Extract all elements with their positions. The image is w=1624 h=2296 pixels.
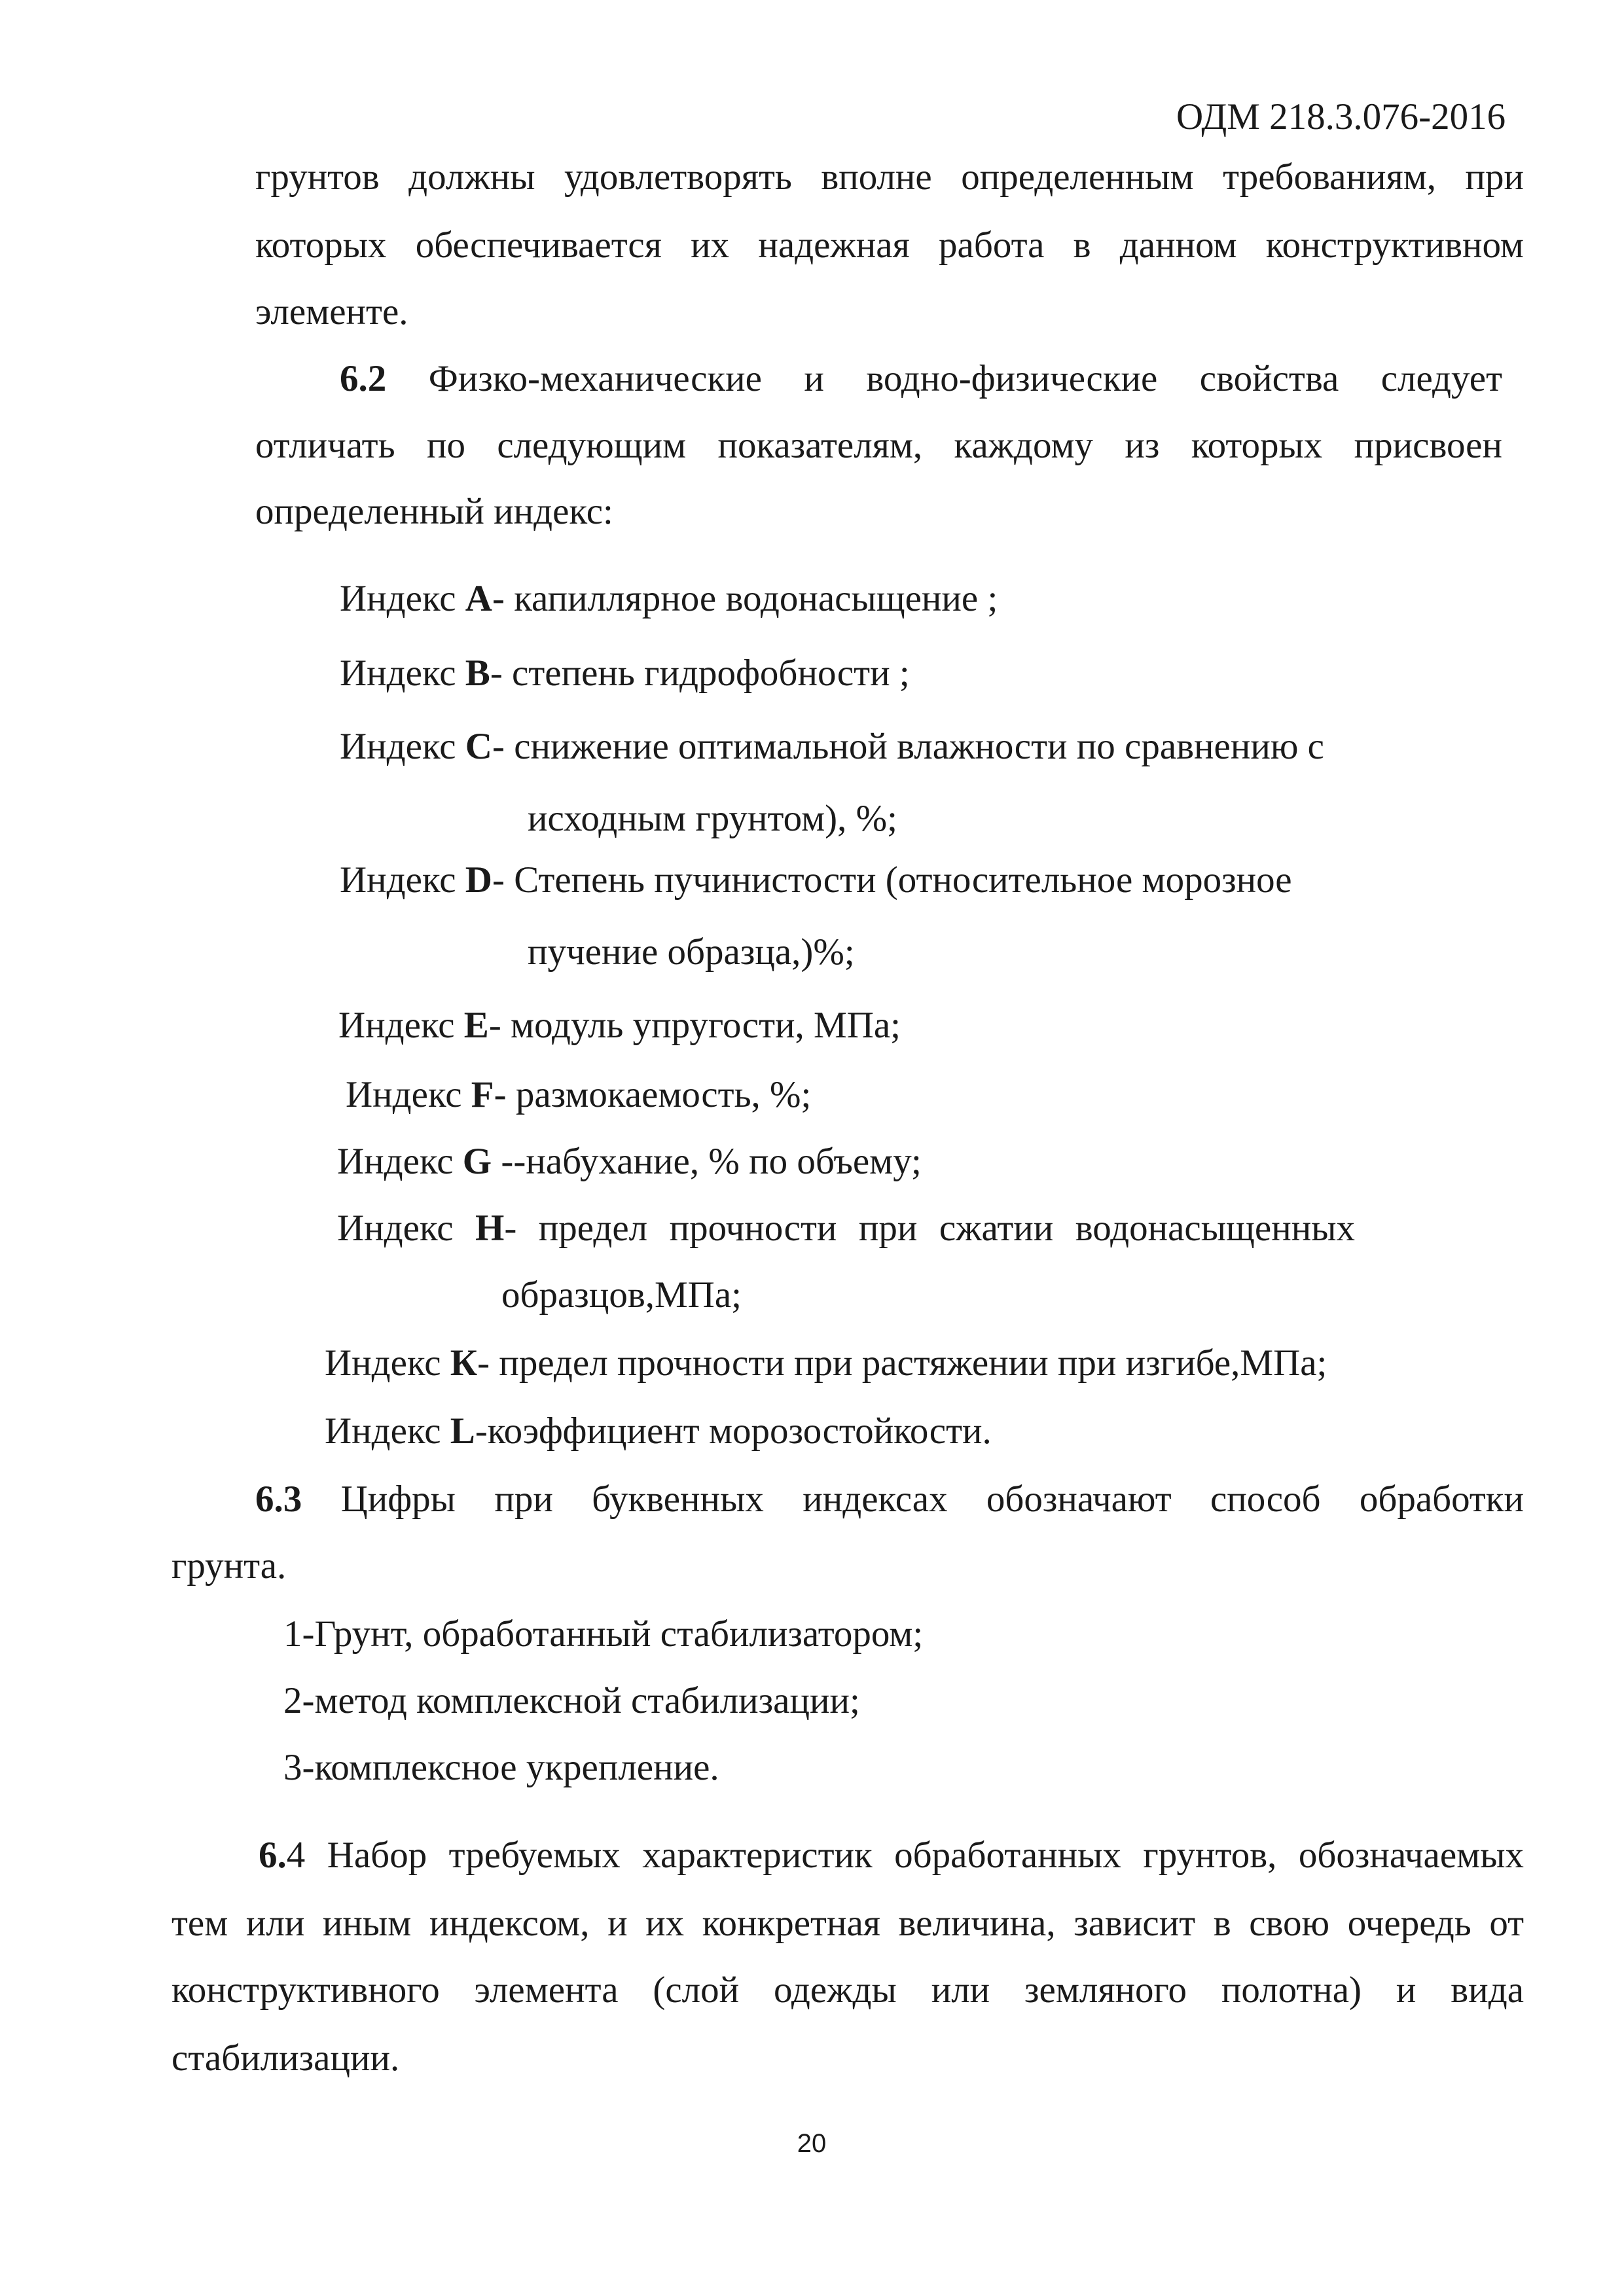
section-6-4-line-2: тем или иным индексом, и их конкретная величина, зависит в свою очередь от [171, 1903, 1524, 1944]
section-number: 6.2 [340, 358, 387, 399]
section-6-2-line-3: определенный индекс: [255, 491, 613, 532]
index-letter: H [475, 1208, 505, 1249]
index-item-c: Индекс C- снижение оптимальной влажности по сравнению с [340, 726, 1324, 767]
index-letter: К [450, 1342, 478, 1384]
section-6-4-line-3: конструктивного элемента (слой одежды или земляного полотна) и вида [171, 1969, 1524, 2011]
index-item-l: Индекс L-коэффициент морозостойкости. [325, 1410, 992, 1452]
index-item-d: Индекс D- Степень пучинистости (относительное морозное [340, 859, 1292, 901]
index-letter: C [465, 726, 492, 767]
section-6-4-line-4: стабилизации. [171, 2037, 400, 2079]
section-number: 6. [259, 1835, 287, 1876]
intro-line-1: грунтов должны удовлетворять вполне определенным требованиям, при [255, 156, 1524, 198]
index-letter: B [465, 653, 490, 694]
section-number: 6.3 [255, 1479, 302, 1520]
index-item-h: Индекс H- предел прочности при сжатии водонасыщенных [337, 1208, 1355, 1249]
method-item-3: 3-комплексное укрепление. [283, 1747, 719, 1788]
section-6-3-line-2: грунта. [171, 1545, 287, 1587]
index-item-h-continuation: образцов,МПа; [501, 1274, 742, 1316]
index-item-a: Индекс A- капиллярное водонасыщение ; [340, 578, 998, 619]
index-letter: G [462, 1141, 492, 1182]
intro-line-2: которых обеспечивается их надежная работа в данном конструктивном [255, 224, 1524, 266]
index-letter: F [471, 1074, 494, 1115]
index-item-b: Индекс B- степень гидрофобности ; [340, 653, 910, 694]
index-letter: A [465, 578, 492, 619]
index-letter: E [463, 1005, 489, 1046]
index-letter: L [450, 1410, 475, 1452]
section-6-2-line-1: 6.2 Физко-механические и водно-физические свойства следует [340, 358, 1502, 399]
index-item-e: Индекс E- модуль упругости, МПа; [338, 1005, 901, 1046]
intro-line-3: элементе. [255, 291, 408, 332]
index-item-c-continuation: исходным грунтом), %; [528, 798, 897, 839]
index-item-g: Индекс G --набухание, % по объему; [337, 1141, 922, 1182]
index-letter: D [465, 859, 492, 901]
index-item-d-continuation: пучение образца,)%; [528, 931, 855, 973]
section-6-4-line-1: 6.4 Набор требуемых характеристик обработанных грунтов, обозначаемых [259, 1835, 1524, 1876]
section-6-3-line-1: 6.3 Цифры при буквенных индексах обозначают способ обработки [255, 1479, 1524, 1520]
page-number: 20 [797, 2129, 827, 2158]
index-item-k: Индекс К- предел прочности при растяжении при изгибе,МПа; [325, 1342, 1327, 1384]
index-item-f: Индекс F- размокаемость, %; [346, 1074, 812, 1115]
document-code: ОДМ 218.3.076-2016 [1176, 96, 1506, 137]
section-6-2-line-2: отличать по следующим показателям, каждому из которых присвоен [255, 425, 1502, 466]
method-item-2: 2-метод комплексной стабилизации; [283, 1680, 860, 1721]
method-item-1: 1-Грунт, обработанный стабилизатором; [283, 1613, 924, 1655]
